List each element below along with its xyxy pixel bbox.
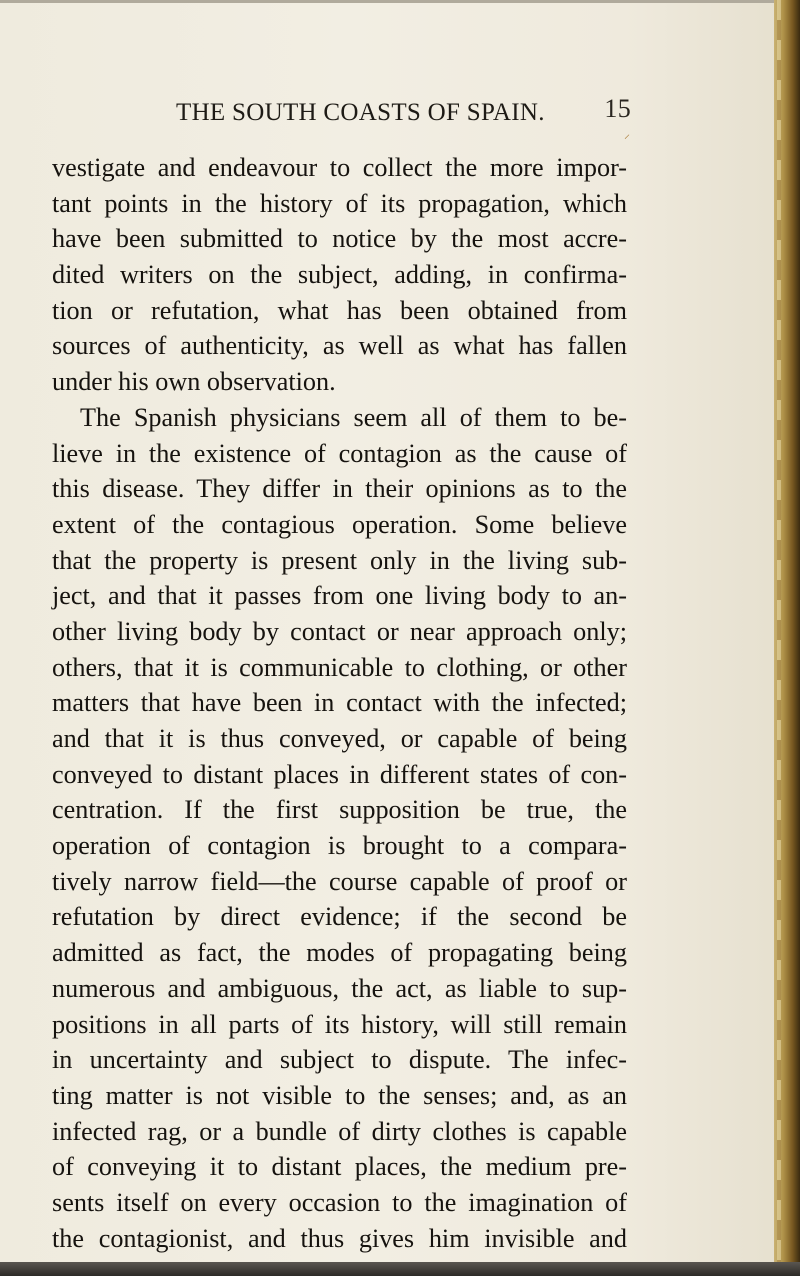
text-line: and that it is thus conveyed, or capable of being	[52, 724, 627, 753]
text-line: that the property is present only in the living sub-	[52, 545, 627, 575]
text-line: lieve in the existence of contagion as the cause of	[52, 438, 627, 468]
text-line: operation of contagion is brought to a compara-	[52, 831, 627, 861]
text-line: refutation by direct evidence; if the second be	[52, 902, 627, 932]
text-line: this disease. They differ in their opinions as to the	[52, 474, 627, 504]
text-line: tively narrow field—the course capable of proof or	[52, 866, 627, 896]
text-line: the contagionist, and thus gives him invisible and	[52, 1223, 627, 1253]
text-line: other living body by contact or near approach only;	[52, 616, 627, 646]
text-line: tant points in the history of its propagation, which	[52, 188, 627, 218]
text-line: conveyed to distant places in different states of con-	[52, 759, 627, 789]
text-line: have been submitted to notice by the most accre-	[52, 224, 627, 254]
text-line: ject, and that it passes from one living body to an-	[52, 581, 627, 611]
text-line: vestigate and endeavour to collect the more impor-	[52, 153, 627, 182]
text-line: dited writers on the subject, adding, in confirma-	[52, 260, 627, 290]
body-text	[52, 150, 627, 1256]
text-line: positions in all parts of its history, will still remain	[52, 1009, 627, 1039]
text-line: others, that it is communicable to clothing, or other	[52, 652, 627, 682]
text-line: matters that have been in contact with the infected;	[52, 688, 627, 718]
text-line: under his own observation.	[52, 367, 336, 397]
book-binding-edge	[774, 0, 800, 1276]
text-line: infected rag, or a bundle of dirty clothes is capable	[52, 1116, 627, 1146]
text-line: extent of the contagious operation. Some believe	[52, 509, 627, 539]
text-line: ting matter is not visible to the senses; and, as an	[52, 1080, 627, 1110]
text-line: admitted as fact, the modes of propagating being	[52, 938, 627, 968]
text-line: numerous and ambiguous, the act, as liable to sup-	[52, 973, 627, 1003]
text-line: of conveying it to distant places, the medium pre-	[52, 1152, 627, 1182]
text-line: centration. If the first supposition be true, the	[52, 795, 627, 825]
text-line: sents itself on every occasion to the imagination of	[52, 1187, 627, 1217]
running-title: THE SOUTH COASTS OF SPAIN.	[176, 99, 545, 126]
ink-mark: ⸝	[624, 127, 631, 141]
text-line: sources of authenticity, as well as what has fallen	[52, 331, 627, 361]
text-line: The Spanish physicians seem all of them to be-	[80, 402, 627, 432]
page-header	[176, 94, 631, 137]
page-number: 15	[604, 94, 631, 123]
text-line: in uncertainty and subject to dispute. The infec-	[52, 1045, 627, 1075]
text-line: tion or refutation, what has been obtained from	[52, 295, 627, 325]
page-bottom-edge	[0, 1262, 800, 1276]
